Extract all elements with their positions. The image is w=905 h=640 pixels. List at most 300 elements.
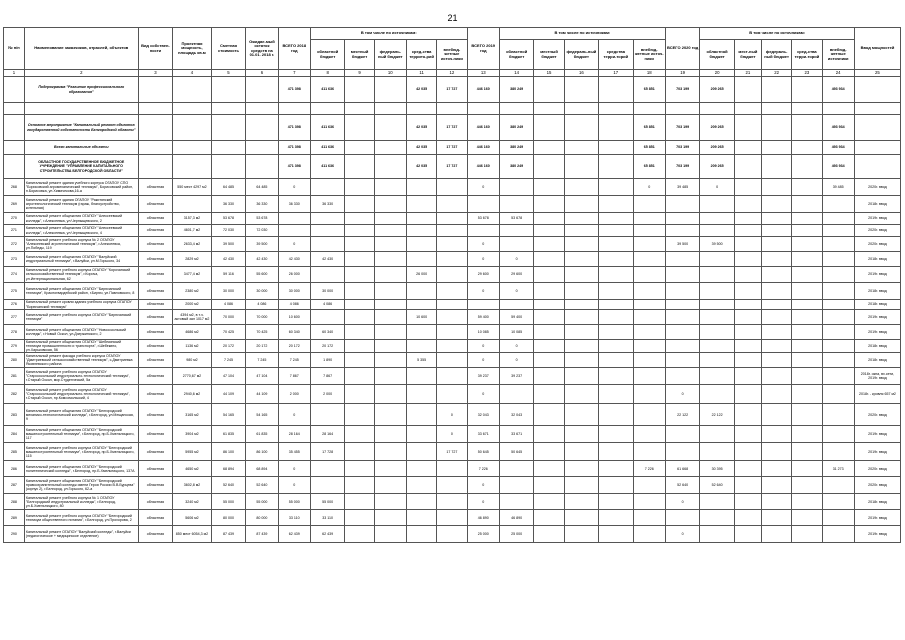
cell-c15 (534, 237, 564, 252)
summary-cell-c8: 411 636 (310, 115, 344, 141)
ownership-type: областная (138, 494, 172, 510)
cell-c17 (599, 310, 633, 325)
summary-cell-c25 (854, 141, 900, 155)
cell-c20 (700, 526, 734, 543)
ownership-type: областная (138, 426, 172, 443)
cell-c22 (761, 404, 791, 426)
remaining-funds: 70 425 (246, 325, 278, 340)
row-number: 283 (4, 404, 25, 426)
summary-cell-c12: 17 727 (437, 155, 467, 179)
summary-cell-c25 (854, 77, 900, 103)
cell-c23 (792, 267, 822, 283)
cell-c7: 35 455 (278, 443, 310, 461)
cell-c11 (406, 252, 436, 267)
cell-c19 (665, 310, 699, 325)
row-number: 281 (4, 368, 25, 385)
column-number: 1 (4, 70, 25, 77)
remaining-funds: 53 678 (246, 213, 278, 225)
cell-c8: 1 890 (310, 353, 344, 368)
header-src-2018-territories: сред-ства террито-рий (406, 40, 436, 70)
cell-c18 (633, 385, 665, 404)
estimated-cost: 70 425 (211, 325, 245, 340)
cell-c9 (345, 310, 374, 325)
cell-c18 (633, 477, 665, 494)
cell-c13: 39 237 (467, 368, 499, 385)
cell-c8: 30 000 (310, 283, 344, 300)
estimated-cost: 59 116 (211, 267, 245, 283)
cell-c10 (374, 526, 406, 543)
summary-cell-c16 (564, 141, 598, 155)
cell-c8: 2 000 (310, 385, 344, 404)
column-number: 3 (138, 70, 172, 77)
cell-c24: 39 485 (822, 179, 854, 196)
cell-c14 (499, 477, 533, 494)
cell-c18 (633, 526, 665, 543)
cell-c12 (437, 526, 467, 543)
row-number: 276 (4, 300, 25, 310)
summary-cell-c18: 65 851 (633, 155, 665, 179)
cell-c21 (734, 213, 761, 225)
cell-c23 (792, 340, 822, 353)
cell-c18 (633, 510, 665, 526)
cell-c25: 2018г. ввод (854, 196, 900, 213)
object-name: Капитальный ремонт учебного корпуса № 1 ОГАПОУ "Белгородский индустриальный колледж", г.Белгород, ул.Б.Хмельницкого, 80 (24, 494, 138, 510)
cell-c8: 20 172 (310, 340, 344, 353)
cell-c19 (665, 443, 699, 461)
cell-c22 (761, 340, 791, 353)
object-name: Капитальный ремонт общежития ОГАПОУ "Белгородский механико-технологический колледж", г.Белгород, ул.Мещанская, 9 (24, 404, 138, 426)
capacity: 4601,7 м2 (173, 225, 212, 237)
cell-c18 (633, 325, 665, 340)
cell-c11 (406, 300, 436, 310)
remaining-funds: 61 835 (246, 426, 278, 443)
cell-c18 (633, 310, 665, 325)
cell-c8 (310, 477, 344, 494)
cell-c9 (345, 510, 374, 526)
summary-empty (246, 103, 278, 115)
summary-no (4, 103, 25, 115)
table-row (4, 510, 901, 526)
cell-c22 (761, 310, 791, 325)
cell-c13: 0 (467, 237, 499, 252)
cell-c10 (374, 461, 406, 477)
header-src-2018-regional: областной бюджет (310, 40, 344, 70)
capacity: 2829 м2 (173, 252, 212, 267)
summary-cell-c24: 493 934 (822, 155, 854, 179)
table-row (4, 325, 901, 340)
cell-c13 (467, 196, 499, 213)
cell-c9 (345, 443, 374, 461)
cell-c20 (700, 494, 734, 510)
table-row (4, 494, 901, 510)
cell-c8: 17 728 (310, 443, 344, 461)
cell-c7: 26 000 (278, 267, 310, 283)
summary-cell-c21 (734, 155, 761, 179)
object-name: Капитальный ремонт учебного корпуса ОГАПОУ "Бирючанский техникум" (24, 310, 138, 325)
summary-cell-c14: 380 249 (499, 77, 533, 103)
remaining-funds: 70 000 (246, 310, 278, 325)
cell-c7: 62 439 (278, 526, 310, 543)
cell-c13: 33 671 (467, 426, 499, 443)
cell-c7: 0 (278, 477, 310, 494)
cell-c24 (822, 300, 854, 310)
cell-c7: 20 172 (278, 340, 310, 353)
cell-c20: 30 395 (700, 461, 734, 477)
table-row (4, 385, 901, 404)
remaining-funds: 44 109 (246, 385, 278, 404)
remaining-funds: 52 640 (246, 477, 278, 494)
cell-c15 (534, 443, 564, 461)
cell-c24 (822, 426, 854, 443)
header-src-2019-federal: федераль-ный бюджет (564, 40, 598, 70)
page-number: 21 (447, 13, 458, 23)
cell-c8 (310, 267, 344, 283)
summary-cell-c25 (854, 103, 900, 115)
summary-cell-c11: 42 035 (406, 155, 436, 179)
cell-c11 (406, 385, 436, 404)
summary-cell-c12: 17 727 (437, 77, 467, 103)
estimated-cost: 80 000 (211, 510, 245, 526)
cell-c23 (792, 494, 822, 510)
cell-c25: 2020г. ввод (854, 225, 900, 237)
cell-c25: 2019г. ввод (854, 267, 900, 283)
table-header (4, 28, 901, 77)
cell-c10 (374, 385, 406, 404)
cell-c17 (599, 494, 633, 510)
cell-c10 (374, 325, 406, 340)
cell-c9 (345, 426, 374, 443)
header-ownership: Вид собствен-ности (138, 28, 172, 70)
cell-c20 (700, 426, 734, 443)
cell-c14 (499, 237, 533, 252)
cell-c24 (822, 237, 854, 252)
cell-c10 (374, 283, 406, 300)
cell-c11 (406, 196, 436, 213)
cell-c18 (633, 494, 665, 510)
cell-c21 (734, 325, 761, 340)
summary-name: ОБЛАСТНОЕ ГОСУДАРСТВЕННОЕ БЮДЖЕТНОЕ УЧРЕЖДЕНИЕ "УПРАВЛЕНИЕ КАПИТАЛЬНОГО СТРОИТЕЛЬСТВА БЕЛГОРОДСКОЙ ОБЛАСТИ" (24, 155, 138, 179)
cell-c7: 33 110 (278, 510, 310, 526)
summary-cell-c15 (534, 115, 564, 141)
summary-cell-c20: 209 265 (700, 115, 734, 141)
summary-empty (246, 115, 278, 141)
cell-c17 (599, 340, 633, 353)
row-number: 272 (4, 237, 25, 252)
summary-cell-c8: 411 636 (310, 141, 344, 155)
summary-cell-c17 (599, 141, 633, 155)
cell-c11 (406, 426, 436, 443)
cell-c13: 0 (467, 179, 499, 196)
capacity: 3157,3 м2 (173, 213, 212, 225)
header-sources-2020: В том числе по источникам: (700, 28, 855, 40)
cell-c14: 33 671 (499, 426, 533, 443)
cell-c10 (374, 237, 406, 252)
cell-c18 (633, 300, 665, 310)
cell-c25: 2019г. ввод (854, 213, 900, 225)
summary-cell-c24: 493 934 (822, 141, 854, 155)
cell-c9 (345, 353, 374, 368)
cell-c25: 2020г. ввод (854, 477, 900, 494)
row-number: 277 (4, 310, 25, 325)
cell-c10 (374, 494, 406, 510)
cell-c8 (310, 179, 344, 196)
cell-c20 (700, 283, 734, 300)
cell-c12 (437, 237, 467, 252)
cell-c20 (700, 385, 734, 404)
cell-c14: 0 (499, 252, 533, 267)
column-number: 16 (564, 70, 598, 77)
cell-c18 (633, 368, 665, 385)
capacity: 1136 м2 (173, 340, 212, 353)
summary-empty (211, 141, 245, 155)
column-number: 14 (499, 70, 533, 77)
cell-c16 (564, 237, 598, 252)
cell-c23 (792, 385, 822, 404)
summary-empty (173, 141, 212, 155)
cell-c14: 0 (499, 340, 533, 353)
estimated-cost: 53 678 (211, 213, 245, 225)
estimated-cost: 44 109 (211, 385, 245, 404)
cell-c25: 2019г. ввод (854, 510, 900, 526)
cell-c9 (345, 225, 374, 237)
capacity: 4394 м2, в т.ч. актовый зал 1017 м2 (173, 310, 212, 325)
cell-c16 (564, 477, 598, 494)
column-number: 13 (467, 70, 499, 77)
cell-c14: 46 890 (499, 510, 533, 526)
summary-cell-c18: 65 851 (633, 115, 665, 141)
cell-c16 (564, 225, 598, 237)
cell-c8: 7 867 (310, 368, 344, 385)
summary-cell-c21 (734, 141, 761, 155)
cell-c19: 52 640 (665, 477, 699, 494)
summary-cell-c14: 380 249 (499, 115, 533, 141)
cell-c8: 42 430 (310, 252, 344, 267)
cell-c7: 7 867 (278, 368, 310, 385)
cell-c22 (761, 267, 791, 283)
summary-empty (211, 77, 245, 103)
summary-cell-c24: 493 934 (822, 115, 854, 141)
cell-c13: 46 890 (467, 510, 499, 526)
cell-c9 (345, 461, 374, 477)
cell-c24 (822, 494, 854, 510)
cell-c18: 7 226 (633, 461, 665, 477)
object-name: Капитальный ремонт общежития ОГАПОУ "Алексеевский колледж", г.Алексеевка, ул.Черныщевского, 2 (24, 213, 138, 225)
cell-c17 (599, 325, 633, 340)
header-src-2019-offbudget: внебюд-жетные источ-ники (633, 40, 665, 70)
remaining-funds: 64 485 (246, 179, 278, 196)
cell-c11: 10 600 (406, 310, 436, 325)
remaining-funds: 55 600 (246, 267, 278, 283)
header-no: № п/п (4, 28, 25, 70)
cell-c23 (792, 283, 822, 300)
cell-c22 (761, 526, 791, 543)
cell-c21 (734, 225, 761, 237)
cell-c21 (734, 179, 761, 196)
capacity: 2380 м2 (173, 283, 212, 300)
summary-cell-c23 (792, 141, 822, 155)
summary-cell-c25 (854, 115, 900, 141)
cell-c8 (310, 237, 344, 252)
summary-cell-c12: 17 727 (437, 141, 467, 155)
row-number: 273 (4, 252, 25, 267)
cell-c21 (734, 510, 761, 526)
ownership-type: областная (138, 196, 172, 213)
cell-c19 (665, 252, 699, 267)
object-name: Капитальный ремонт кровли здания учебного корпуса ОГАПОУ "Бирючанский техникум" (24, 300, 138, 310)
cell-c20: 22 122 (700, 404, 734, 426)
table-row (4, 283, 901, 300)
table-row (4, 267, 901, 283)
summary-empty (211, 115, 245, 141)
row-number: 278 (4, 325, 25, 340)
cell-c16 (564, 353, 598, 368)
cell-c17 (599, 461, 633, 477)
cell-c15 (534, 252, 564, 267)
object-name: Капитальный ремонт здания учебного корпуса ОГАПОУ СПО "Борисовский агромеханический техникум", Борисовский район, п.Борисовка, ул.Химичекова,16-а (24, 179, 138, 196)
header-src-2018-offbudget: внебюд-жетные источ-ники (437, 40, 467, 70)
cell-c14 (499, 494, 533, 510)
summary-empty (138, 103, 172, 115)
column-number: 18 (633, 70, 665, 77)
cell-c19 (665, 368, 699, 385)
header-src-2020-regional: областной бюджет (700, 40, 734, 70)
row-number: 280 (4, 353, 25, 368)
column-number: 7 (278, 70, 310, 77)
cell-c10 (374, 477, 406, 494)
summary-cell-c9 (345, 155, 374, 179)
summary-cell-c12: 17 727 (437, 115, 467, 141)
cell-c10 (374, 443, 406, 461)
cell-c21 (734, 340, 761, 353)
remaining-funds: 54 165 (246, 404, 278, 426)
summary-cell-c11: 42 035 (406, 115, 436, 141)
remaining-funds: 42 430 (246, 252, 278, 267)
ownership-type: областная (138, 237, 172, 252)
capacity: 3165 м2 (173, 404, 212, 426)
cell-c18 (633, 237, 665, 252)
cell-c23 (792, 510, 822, 526)
cell-c16 (564, 443, 598, 461)
summary-cell-c17 (599, 115, 633, 141)
cell-c25: 2018г. ввод (854, 494, 900, 510)
cell-c24 (822, 267, 854, 283)
cell-c19 (665, 353, 699, 368)
cell-c11: 5 355 (406, 353, 436, 368)
cell-c19 (665, 340, 699, 353)
cell-c19 (665, 283, 699, 300)
cell-c18 (633, 340, 665, 353)
cell-c15 (534, 353, 564, 368)
cell-c11 (406, 225, 436, 237)
cell-c17 (599, 368, 633, 385)
cell-c7: 36 330 (278, 196, 310, 213)
cell-c12 (437, 477, 467, 494)
summary-cell-c23 (792, 103, 822, 115)
object-name: Капитальный ремонт общежития ОГАПОУ "Валуйский индустриальный техникум", г.Валуйки, ул.М.Горького, 34 (24, 252, 138, 267)
header-src-2019-local: местный бюджет (534, 40, 564, 70)
cell-c14: 53 678 (499, 213, 533, 225)
cell-c19: 0 (665, 494, 699, 510)
cell-c13 (467, 225, 499, 237)
estimated-cost: 87 439 (211, 526, 245, 543)
header-name: Наименование заказчиков, отраслей, объектов (24, 28, 138, 70)
budget-table (3, 27, 901, 543)
cell-c19 (665, 196, 699, 213)
summary-cell-c8 (310, 103, 344, 115)
cell-c17 (599, 283, 633, 300)
column-number: 23 (792, 70, 822, 77)
cell-c25: 2020г. ввод (854, 404, 900, 426)
cell-c12 (437, 385, 467, 404)
summary-cell-c19 (665, 103, 699, 115)
ownership-type: областная (138, 300, 172, 310)
cell-c18 (633, 404, 665, 426)
cell-c13: 32 043 (467, 404, 499, 426)
cell-c21 (734, 494, 761, 510)
summary-cell-c20: 209 265 (700, 141, 734, 155)
summary-cell-c24: 493 934 (822, 77, 854, 103)
header-sources-2018: В том числе по источникам: (310, 28, 467, 40)
cell-c9 (345, 477, 374, 494)
cell-c25: 2019г. ввод (854, 310, 900, 325)
summary-cell-c7: 471 398 (278, 77, 310, 103)
cell-c14 (499, 461, 533, 477)
summary-cell-c15 (534, 141, 564, 155)
ownership-type: областная (138, 225, 172, 237)
cell-c11 (406, 461, 436, 477)
summary-name: Подпрограмма "Развитие профессионального образования" (24, 77, 138, 103)
summary-row (4, 77, 901, 103)
row-number: 289 (4, 510, 25, 526)
cell-c15 (534, 196, 564, 213)
cell-c7: 0 (278, 461, 310, 477)
summary-cell-c21 (734, 103, 761, 115)
estimated-cost: 68 894 (211, 461, 245, 477)
object-name: Капитальный ремонт общежития ОГАПОУ "Бирючанский техникум", Красногвардейский район, г.Бирюч, ул.Павловского, 8 (24, 283, 138, 300)
cell-c17 (599, 353, 633, 368)
cell-c13: 0 (467, 385, 499, 404)
summary-cell-c15 (534, 77, 564, 103)
cell-c19: 39 500 (665, 237, 699, 252)
cell-c15 (534, 213, 564, 225)
cell-c10 (374, 340, 406, 353)
cell-c14 (499, 385, 533, 404)
summary-empty (211, 155, 245, 179)
cell-c17 (599, 526, 633, 543)
cell-c21 (734, 477, 761, 494)
cell-c14 (499, 300, 533, 310)
cell-c12 (437, 196, 467, 213)
cell-c18 (633, 267, 665, 283)
cell-c18 (633, 252, 665, 267)
column-number: 8 (310, 70, 344, 77)
object-name: Капитальный ремонт здания ОГАПОУ "Ракитянский агротехнологический техникум (гараж, благоустройство, котельная) (24, 196, 138, 213)
summary-cell-c8: 411 636 (310, 77, 344, 103)
remaining-funds: 36 330 (246, 196, 278, 213)
summary-cell-c20 (700, 103, 734, 115)
table-row (4, 353, 901, 368)
cell-c20 (700, 252, 734, 267)
cell-c7: 4 086 (278, 300, 310, 310)
cell-c9 (345, 340, 374, 353)
cell-c19: 22 122 (665, 404, 699, 426)
cell-c16 (564, 426, 598, 443)
cell-c22 (761, 325, 791, 340)
estimated-cost: 36 330 (211, 196, 245, 213)
row-number: 286 (4, 461, 25, 477)
cell-c9 (345, 404, 374, 426)
cell-c23 (792, 461, 822, 477)
